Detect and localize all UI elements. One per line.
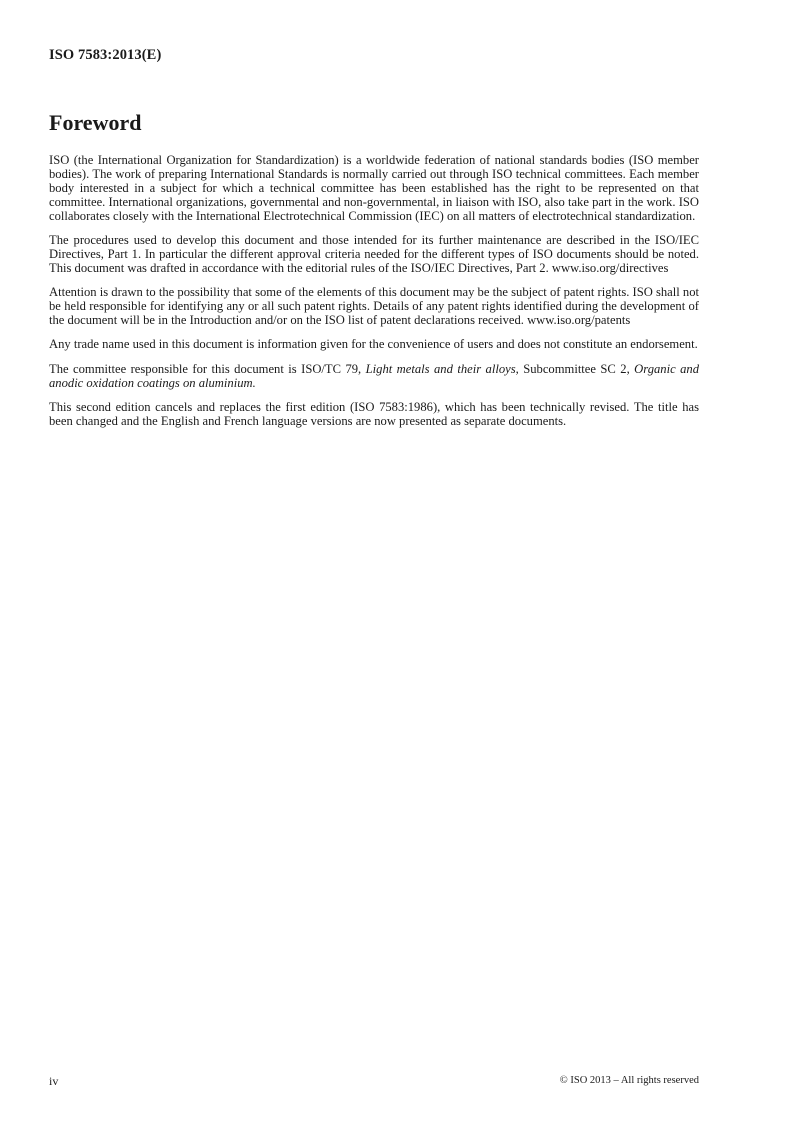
paragraph-procedures: The procedures used to develop this document and those intended for its further maintenance are described in the ISO/IEC Directives, Part 1. In particular the different approval criteria needed for the different types of ISO documents should be noted. This document was drafted in accordance with the editorial rules of the ISO/IEC Directives, Part 2. www.iso.org/directives: [49, 233, 699, 275]
committee-intro: The committee responsible for this document is ISO/TC 79,: [49, 361, 366, 376]
paragraph-patent-rights: Attention is drawn to the possibility that some of the elements of this document may be the subject of patent rights. ISO shall not be held responsible for identifying any or all such patent rights. Details of any patent rights identified during the development of the document will be in the Introduction and/or on the ISO list of patent declarations received. www.iso.org/patents: [49, 285, 699, 328]
document-id: ISO 7583:2013(E): [49, 47, 162, 63]
subcommittee-title: Organic and anodic oxidation coatings on aluminium.: [49, 361, 700, 390]
foreword-body: [49, 154, 699, 440]
section-title: Foreword: [49, 110, 142, 135]
paragraph-trade-name: Any trade name used in this document is information given for the convenience of users and does not constitute an endorsement.: [49, 337, 698, 352]
paragraph-iso-overview: ISO (the International Organization for Standardization) is a worldwide federation of national standards bodies (ISO member bodies). The work of preparing International Standards is normally carried out through ISO technical committees. Each member body interested in a subject for which a technical committee has been established has the right to be represented on that committee. International organizations, governmental and non-governmental, in liaison with ISO, also take part in the work. ISO collaborates closely with the International Electrotechnical Commission (IEC) on all matters of electrotechnical standardization.: [49, 153, 699, 223]
copyright-notice: © ISO 2013 – All rights reserved: [559, 1075, 699, 1086]
paragraph-edition: This second edition cancels and replaces the first edition (ISO 7583:1986), which has been technically revised. The title has been changed and the English and French language versions are now presented as separate documents.: [49, 400, 699, 429]
paragraph-committee: [49, 363, 699, 391]
committee-middle: Subcommittee SC 2,: [518, 361, 635, 376]
page-number: iv: [49, 1074, 59, 1088]
technical-committee-title: Light metals and their alloys,: [365, 361, 519, 376]
